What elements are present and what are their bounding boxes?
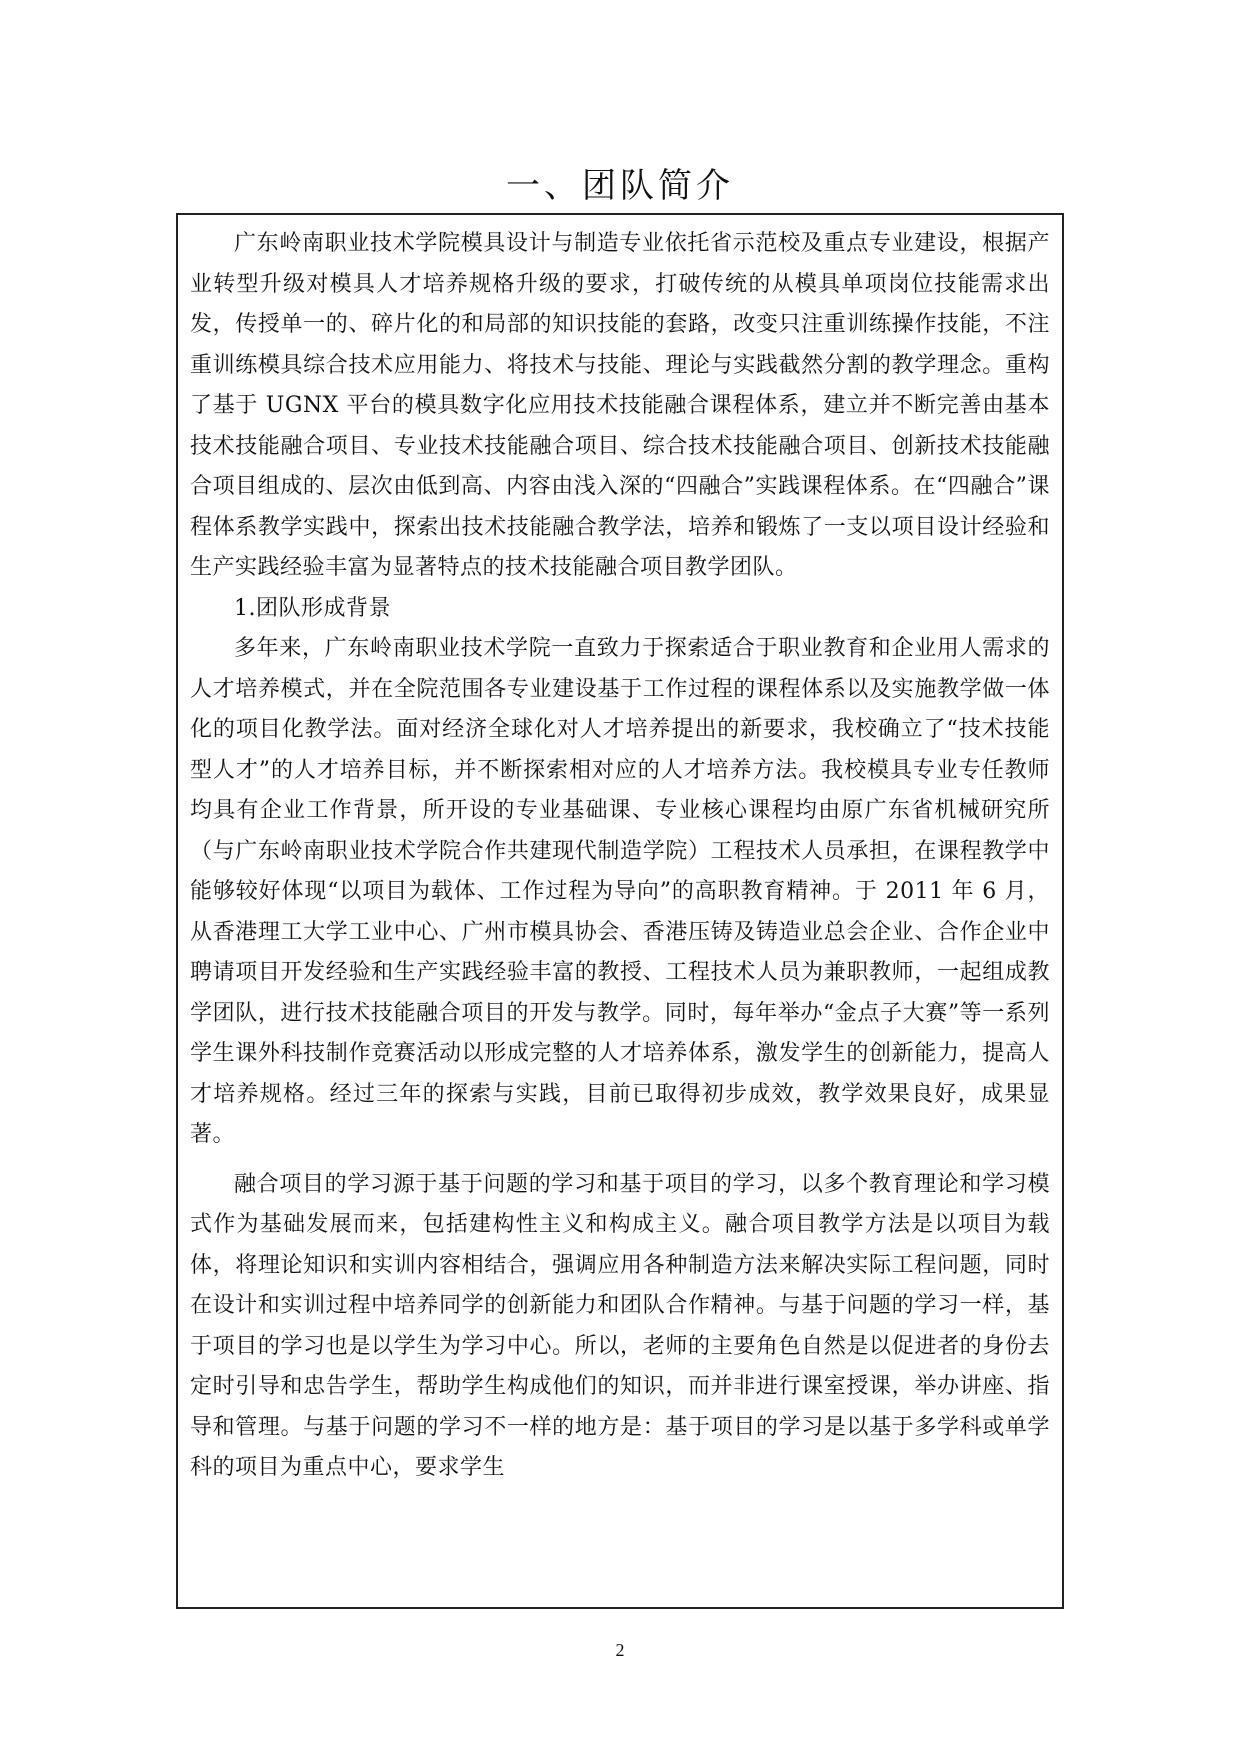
content-frame (176, 213, 1064, 1609)
page-number: 2 (615, 1640, 625, 1660)
subsection-heading: 1.团队形成背景 (234, 595, 391, 621)
section-title: 一、团队简介 (506, 166, 734, 206)
intro-paragraph: 广东岭南职业技术学院模具设计与制造专业依托省示范校及重点专业建设，根据产业转型升级对模具人才培养规格升级的要求，打破传统的从模具单项岗位技能需求出发，传授单一的、碎片化的和局部的知识技能的套路，改变只注重训练操作技能，不注重训练模具综合技术应用能力、将技术与技能、理论与实践截然分割的教学理念。重构了基于 UGNX 平台的模具数字化应用技术技能融合课程体系，建立并不断完善由基本技术技能融合项目、专业技术技能融合项目、综合技术技能融合项目、创新技术技能融合项目组成的、层次由低到高、内容由浅入深的“四融合”实践课程体系。在“四融合”课程体系教学实践中，探索出技术技能融合教学法，培养和锻炼了一支以项目设计经验和生产实践经验丰富为显著特点的技术技能融合项目教学团队。 (190, 231, 1050, 580)
background-paragraph: 多年来，广东岭南职业技术学院一直致力于探索适合于职业教育和企业用人需求的人才培养模式，并在全院范围各专业建设基于工作过程的课程体系以及实施教学做一体化的项目化教学法。面对经济全球化对人才培养提出的新要求，我校确立了“技术技能型人才”的人才培养目标，并不断探索相对应的人才培养方法。我校模具专业专任教师均具有企业工作背景，所开设的专业基础课、专业核心课程均由原广东省机械研究所（与广东岭南职业技术学院合作共建现代制造学院）工程技术人员承担，在课程教学中能够较好体现“以项目为载体、工作过程为导向”的高职教育精神。于 2011 年 6 月，从香港理工大学工业中心、广州市模具协会、香港压铸及铸造业总会企业、合作企业中聘请项目开发经验和生产实践经验丰富的教授、工程技术人员为兼职教师，一起组成教学团队，进行技术技能融合项目的开发与教学。同时，每年举办“金点子大赛”等一系列学生课外科技制作竞赛活动以形成完整的人才培养体系，激发学生的创新能力，提高人才培养规格。经过三年的探索与实践，目前已取得初步成效，教学效果良好，成果显著。 (190, 636, 1050, 1147)
project-learning-paragraph: 融合项目的学习源于基于问题的学习和基于项目的学习，以多个教育理论和学习模式作为基础发展而来，包括建构性主义和构成主义。融合项目教学方法是以项目为载体，将理论知识和实训内容相结合，强调应用各种制造方法来解决实际工程问题，同时在设计和实训过程中培养同学的创新能力和团队合作精神。与基于问题的学习一样，基于项目的学习也是以学生为学习中心。所以，老师的主要角色自然是以促进者的身份去定时引导和忠告学生，帮助学生构成他们的知识，而并非进行课室授课，举办讲座、指导和管理。与基于问题的学习不一样的地方是：基于项目的学习是以基于多学科或单学科的项目为重点中心，要求学生 (190, 1171, 1050, 1480)
